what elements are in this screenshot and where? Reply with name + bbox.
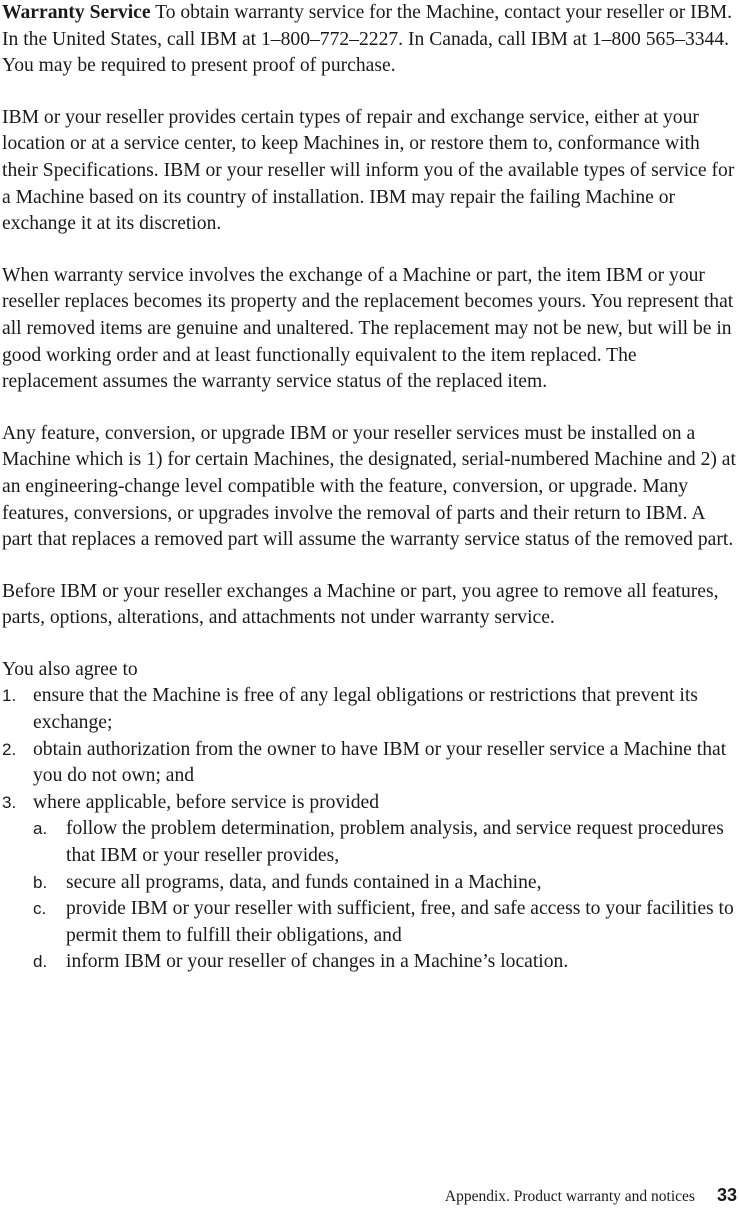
warranty-service-heading: Warranty Service — [2, 2, 151, 23]
paragraph-repair-exchange: IBM or your reseller provides certain types of repair and exchange service, either at your location or at a service center, to keep Machines in, or restore them to, conformance with their Specifications. IBM or your reseller will inform you of the available types of service for a Machine based on its country of installation. IBM may repair the failing Machine or exchange it at its discretion. — [2, 106, 735, 235]
sublist-item — [33, 896, 737, 949]
list-item-text: obtain authorization from the owner to have IBM or your reseller service a Machine that you do not own; and — [33, 738, 727, 787]
service-steps-sublist — [33, 816, 737, 976]
sublist-item-text: follow the problem determination, problem analysis, and service request procedures that IBM or your reseller provides, — [66, 818, 724, 867]
sublist-item-letter: a. — [33, 819, 48, 839]
sublist-item — [33, 816, 737, 869]
sublist-item-text: provide IBM or your reseller with sufficient, free, and safe access to your facilities to permit them to fulfill their obligations, and — [66, 898, 734, 946]
list-item-number: 1. — [2, 686, 17, 706]
warranty-service-text: To obtain warranty service for the Machine, contact your reseller or IBM. In the United States, call IBM at 1–800–772–2227. In Canada, call IBM at 1–800 565–3344. You may be required to present proof of purchase. — [2, 2, 733, 77]
list-item — [2, 683, 737, 736]
page-footer — [445, 1182, 737, 1206]
sublist-item-letter: d. — [33, 952, 48, 972]
footer-section-title: Appendix. Product warranty and notices — [444, 1188, 695, 1205]
list-item-text: ensure that the Machine is free of any legal obligations or restrictions that prevent its exchange; — [33, 685, 698, 734]
sublist-item-letter: b. — [33, 872, 48, 892]
sublist-item-text: inform IBM or your reseller of changes in a Machine’s location. — [66, 951, 569, 973]
paragraph-agree-intro: You also agree to — [2, 658, 138, 680]
paragraph-remove-features: Before IBM or your reseller exchanges a Machine or part, you agree to remove all features, parts, options, alterations, and attachments not under warranty service. — [2, 580, 719, 629]
list-item-number: 2. — [2, 739, 17, 759]
sublist-item — [33, 870, 737, 897]
page-number: 33 — [716, 1185, 737, 1205]
list-item — [2, 737, 737, 790]
agreement-list — [2, 683, 737, 976]
list-item — [2, 790, 737, 976]
sublist-item — [33, 949, 737, 976]
paragraph-warranty-service — [2, 0, 737, 80]
list-item-text: where applicable, before service is provided — [33, 791, 379, 813]
paragraph-replacement: When warranty service involves the exchange of a Machine or part, the item IBM or your reseller replaces becomes its property and the replacement becomes yours. You represent that all removed items are genuine and unaltered. The replacement may not be new, but will be in good working order and at least functionally equivalent to the item replaced. The replacement assumes the warranty service status of the replaced item. — [2, 264, 734, 393]
sublist-item-text: secure all programs, data, and funds contained in a Machine, — [66, 871, 542, 893]
sublist-item-letter: c. — [33, 899, 47, 919]
document-body — [2, 0, 737, 976]
list-item-number: 3. — [2, 792, 17, 812]
paragraph-feature-conversion: Any feature, conversion, or upgrade IBM or your reseller services must be installed on a Machine which is 1) for certain Machines, the designated, serial-numbered Machine and 2) at an engineering-change level compatible with the feature, conversion, or upgrade. Many features, conversions, or upgrades involve the removal of parts and their return to IBM. A part that replaces a removed part will assume the warranty service status of the removed part. — [2, 422, 736, 551]
